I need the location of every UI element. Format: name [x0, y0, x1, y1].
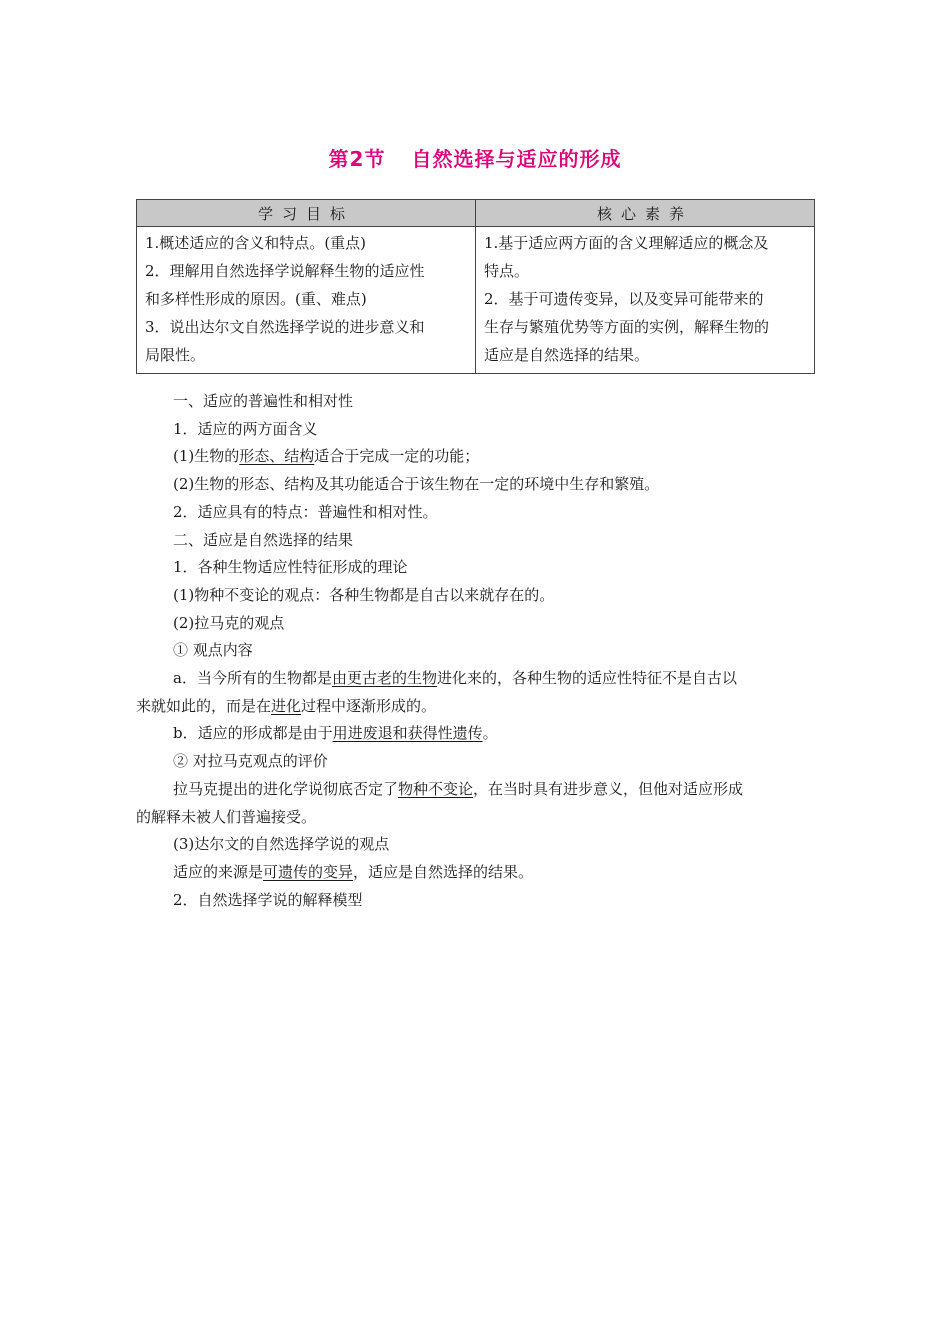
paragraph — [136, 776, 816, 804]
literacy-line: 2．基于可遗传变异，以及变异可能带来的 — [484, 290, 764, 308]
text-run: 适应的来源是 — [173, 862, 264, 881]
text-run: 适合于完成一定的功能； — [314, 447, 480, 466]
underlined-answer: 用进废退和获得性遗传 — [332, 724, 483, 743]
literacy-line: 适应是自然选择的结果。 — [484, 346, 650, 364]
learning-goals-cell — [137, 227, 476, 374]
subheading-theories: 1．各种生物适应性特征形成的理论 — [173, 558, 408, 577]
subheading-two-meanings: 1．适应的两方面含义 — [173, 419, 318, 438]
paragraph: (1)物种不变论的观点：各种生物都是自古以来就存在的。 — [173, 585, 555, 604]
paragraph — [136, 859, 816, 887]
body-text — [136, 388, 816, 914]
underlined-answer: 可遗传的变异 — [263, 862, 354, 881]
header-learning-goals: 学习目标 — [137, 200, 476, 227]
text-run: ，在当时具有进步意义，但他对适应形成 — [473, 779, 744, 798]
heading-natural-selection: 二、适应是自然选择的结果 — [173, 530, 354, 549]
text-run: a．当今所有的生物都是 — [173, 669, 332, 688]
paragraph: (2)生物的形态、结构及其功能适合于该生物在一定的环境中生存和繁殖。 — [173, 475, 660, 494]
paragraph-continuation — [136, 693, 816, 721]
text-run: 拉马克提出的进化学说彻底否定了 — [173, 779, 399, 798]
paragraph — [136, 443, 816, 471]
text-run: ，适应是自然选择的结果。 — [353, 862, 534, 881]
text-run: 过程中逐渐形成的。 — [301, 696, 437, 715]
paragraph-continuation: 的解释未被人们普遍接受。 — [136, 807, 317, 826]
paragraph: (3)达尔文的自然选择学说的观点 — [173, 835, 390, 854]
goal-line: 局限性。 — [145, 346, 206, 364]
paragraph: ① 观点内容 — [173, 641, 253, 660]
header-core-literacy: 核心素养 — [476, 200, 815, 227]
text-run: 来就如此的，而是在 — [136, 696, 272, 715]
paragraph: (2)拉马克的观点 — [173, 613, 285, 632]
underlined-answer: 由更古老的生物 — [331, 669, 437, 688]
subheading-model: 2．自然选择学说的解释模型 — [173, 890, 363, 909]
core-literacy-cell — [476, 227, 815, 374]
goal-line: 3．说出达尔文自然选择学说的进步意义和 — [145, 318, 425, 336]
paragraph — [136, 720, 816, 748]
text-run: 进化来的，各种生物的适应性特征不是自古以 — [436, 669, 737, 688]
literacy-line: 生存与繁殖优势等方面的实例，解释生物的 — [484, 318, 770, 336]
goal-line: 1.概述适应的含义和特点。(重点) — [145, 234, 367, 252]
subheading-characteristics: 2．适应具有的特点：普遍性和相对性。 — [173, 502, 438, 521]
literacy-line: 特点。 — [484, 262, 530, 280]
goal-line: 2．理解用自然选择学说解释生物的适应性 — [145, 262, 425, 280]
underlined-answer: 进化 — [271, 696, 302, 715]
page-title — [0, 143, 950, 172]
text-run: (1)生物的 — [173, 447, 240, 466]
text-run: 。 — [482, 724, 498, 743]
underlined-answer: 形态、结构 — [239, 447, 315, 466]
goal-line: 和多样性形成的原因。(重、难点) — [145, 290, 367, 308]
underlined-answer: 物种不变论 — [398, 779, 474, 798]
paragraph: ② 对拉马克观点的评价 — [173, 752, 328, 771]
text-run: b．适应的形成都是由于 — [173, 724, 333, 743]
heading-adaptation-universality: 一、适应的普遍性和相对性 — [173, 392, 354, 410]
section-name: 自然选择与适应的形成 — [411, 147, 622, 171]
section-number: 第2节 — [328, 147, 386, 171]
literacy-line: 1.基于适应两方面的含义理解适应的概念及 — [484, 234, 769, 252]
paragraph — [136, 665, 816, 693]
objectives-table — [136, 199, 815, 374]
